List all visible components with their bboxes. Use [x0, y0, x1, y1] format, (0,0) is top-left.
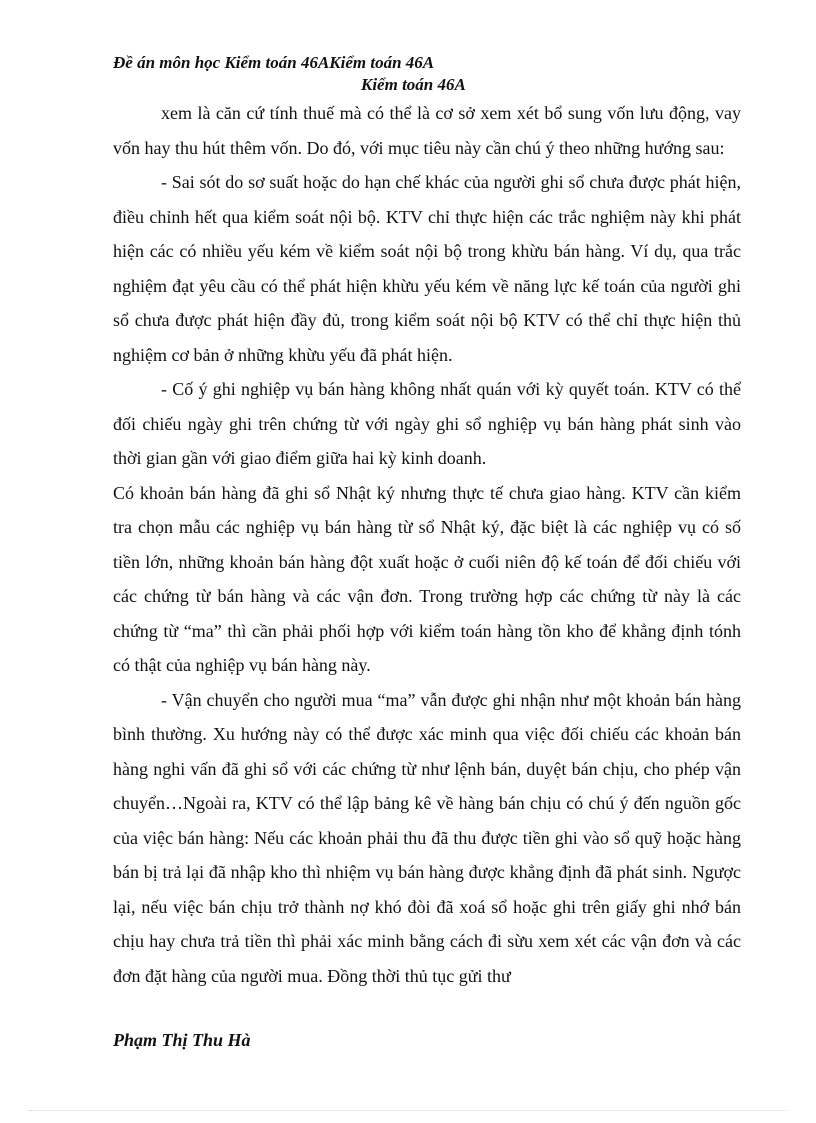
footer-author: Phạm Thị Thu Hà: [113, 1030, 251, 1050]
paragraph-bullet-errors: - Sai sót do sơ suất hoặc do hạn chế khác của người ghi sổ chưa được phát hiện, điều chỉnh hết qua kiểm soát nội bộ. KTV chỉ thực hiện các trắc nghiệm này khi phát hiện các có nhiều yếu kém về kiểm soát nội bộ trong khừu bán hàng. Ví dụ, qua trắc nghiệm đạt yêu cầu có thể phát hiện khừu yếu kém về năng lực kế toán của người ghi sổ chưa được phát hiện đầy đủ, trong kiểm soát nội bộ KTV có thể chỉ thực hiện thủ nghiệm cơ bản ở những khừu yếu đã phát hiện.: [113, 172, 741, 365]
paragraph-bullet-fake-buyer: - Vận chuyển cho người mua “ma” vẫn được ghi nhận như một khoản bán hàng bình thường. Xu hướng này có thể được xác minh qua việc đối chiếu các khoản bán hàng nghi vấn đã ghi sổ với các chứng từ như lệnh bán, duyệt bán chịu, cho phép vận chuyển…Ngoài ra, KTV có thể lập bảng kê về hàng bán chịu có chú ý đến nguồn gốc của việc bán hàng: Nếu các khoản phải thu đã thu được tiền ghi vào sổ quỹ hoặc hàng bán bị trả lại đã nhập kho thì nhiệm vụ bán hàng được khẳng định đã phát sinh. Ngược lại, nếu việc bán chịu trở thành nợ khó đòi đã xoá sổ hoặc ghi trên giấy ghi nhớ bán chịu hay chưa trả tiền thì phải xác minh bằng cách đi sừu xem xét các vận đơn và các đơn đặt hàng của người mua. Đồng thời thủ tục gửi thư: [113, 689, 741, 986]
paragraph-journal-sales: Có khoản bán hàng đã ghi sổ Nhật ký nhưng thực tế chưa giao hàng. KTV cần kiểm tra chọn mẫu các nghiệp vụ bán hàng từ sổ Nhật ký, đặc biệt là các nghiệp vụ có số tiền lớn, những khoản bán hàng đột xuất hoặc ở cuối niên độ kế toán để đối chiếu với các chứng từ bán hàng và các vận đơn. Trong trường hợp các chứng từ này là các chứng từ “ma” thì cần phải phối hợp với kiểm toán hàng tồn kho để khẳng định tónh có thật của nghiệp vụ bán hàng này.: [113, 482, 741, 675]
paragraph-bullet-period: - Cố ý ghi nghiệp vụ bán hàng không nhất quán với kỳ quyết toán. KTV có thể đối chiếu ngày ghi trên chứng từ với ngày ghi sổ nghiệp vụ bán hàng phát sinh vào thời gian gần với giao điểm giữa hai kỳ kinh doanh.: [113, 379, 741, 468]
header-title-line-1: Đề án môn học Kiểm toán 46AKiểm toán 46A: [113, 53, 435, 72]
page-header: [113, 52, 673, 96]
header-title-line-2: Kiểm toán 46A: [361, 75, 466, 94]
document-body: [113, 96, 741, 993]
paragraph-intro: xem là căn cứ tính thuế mà có thể là cơ sở xem xét bổ sung vốn lưu động, vay vốn hay thu hút thêm vốn. Do đó, với mục tiêu này cần chú ý theo những hướng sau:: [113, 103, 741, 158]
page-bottom-divider: [28, 1110, 788, 1111]
